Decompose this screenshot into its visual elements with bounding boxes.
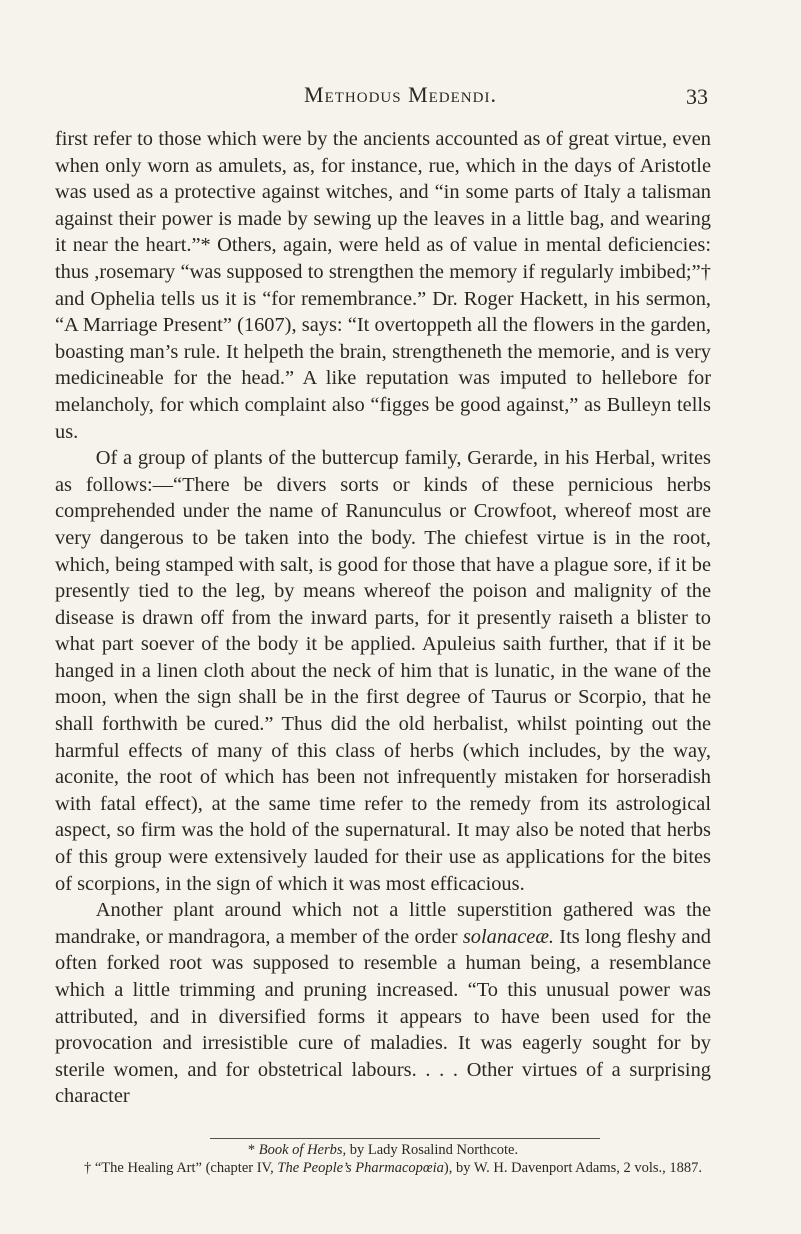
page-header: [0, 82, 801, 116]
footnote-1-title: Book of Herbs,: [258, 1142, 347, 1158]
paragraph-3-italic: solanaceæ.: [462, 925, 555, 948]
footnote-2: [55, 1159, 711, 1177]
paragraph-3: [55, 897, 711, 1110]
body-text: [55, 126, 711, 1110]
running-title: Methodus Medendi.: [304, 82, 497, 107]
footnote-1: [55, 1141, 711, 1159]
footnote-2-text-b: ), by W. H. Davenport Adams, 2 vols., 1887.: [443, 1160, 703, 1176]
paragraph-3-text-a: Another plant around which not a little superstition gathered was the mandrake, or mandragora, a member of the order: [55, 899, 711, 948]
paragraph-1: first refer to those which were by the ancients accounted as of great virtue, even when only worn as amulets, as, for instance, rue, which in the days of Aristotle was used as a protective against witches, and “in some parts of Italy a talisman against their power is made by sewing up the leaves in a little bag, and wearing it near the heart.”* Others, again, were held as of value in mental deficiencies: thus ,rosemary “was supposed to strengthen the memory if regularly imbibed;”† and Ophelia tells us it is “for remembrance.” Dr. Roger Hackett, in his sermon, “A Marriage Present” (1607), says: “It overtoppeth all the flowers in the garden, boasting man’s rule. It helpeth the brain, strengtheneth the memorie, and is very medicineable for the head.” A like reputation was imputed to hellebore for melancholy, for which complaint also “figges be good against,” as Bulleyn tells us.: [55, 128, 711, 443]
footnotes: [55, 1141, 711, 1177]
footnote-1-text: by Lady Rosalind Northcote.: [346, 1142, 519, 1158]
footnote-2-mark: †: [84, 1160, 95, 1176]
footnote-1-mark: *: [247, 1142, 259, 1158]
paragraph-2: Of a group of plants of the buttercup family, Gerarde, in his Herbal, writes as follows:—“There be divers sorts or kinds of these pernicious herbs comprehended under the name of Ranunculus or Crowfoot, whereof most are very dangerous to be taken into the body. The chiefest virtue is in the root, which, being stamped with salt, is good for those that have a plague sore, if it be presently tied to the leg, by means whereof the poison and malignity of the disease is drawn off from the inward parts, for it presently raiseth a blister to what part soever of the body it be applied. Apuleius saith further, that if it be hanged in a linen cloth about the neck of him that is lunatic, in the wane of the moon, when the sign shall be in the first degree of Taurus or Scorpio, that he shall forthwith be cured.” Thus did the old herbalist, whilst pointing out the harmful effects of many of this class of herbs (which includes, by the way, aconite, the root of which has been not infrequently mistaken for horseradish with fatal effect), at the same time refer to the remedy from its astrological aspect, so firm was the hold of the supernatural. It may also be noted that herbs of this group were extensively lauded for their use as applications for the bites of scorpions, in the sign of which it was most efficacious.: [55, 447, 711, 895]
footnote-2-text-a: “The Healing Art” (chapter IV,: [94, 1160, 278, 1176]
paragraph-3-text-b: Its long fleshy and often forked root was supposed to resemble a human being, a resemblance which a little trimming and pruning increased. “To this unusual power was attributed, and in diversified forms it appears to have been used for the provocation and irresistible cure of maladies. It was eagerly sought for by sterile women, and for obstetrical labours. . . . Other virtues of a surprising character: [55, 925, 712, 1108]
page-number: 33: [686, 84, 708, 109]
footnote-rule: [210, 1138, 600, 1139]
footnote-2-title: The People’s Pharmacopœia: [277, 1160, 444, 1176]
